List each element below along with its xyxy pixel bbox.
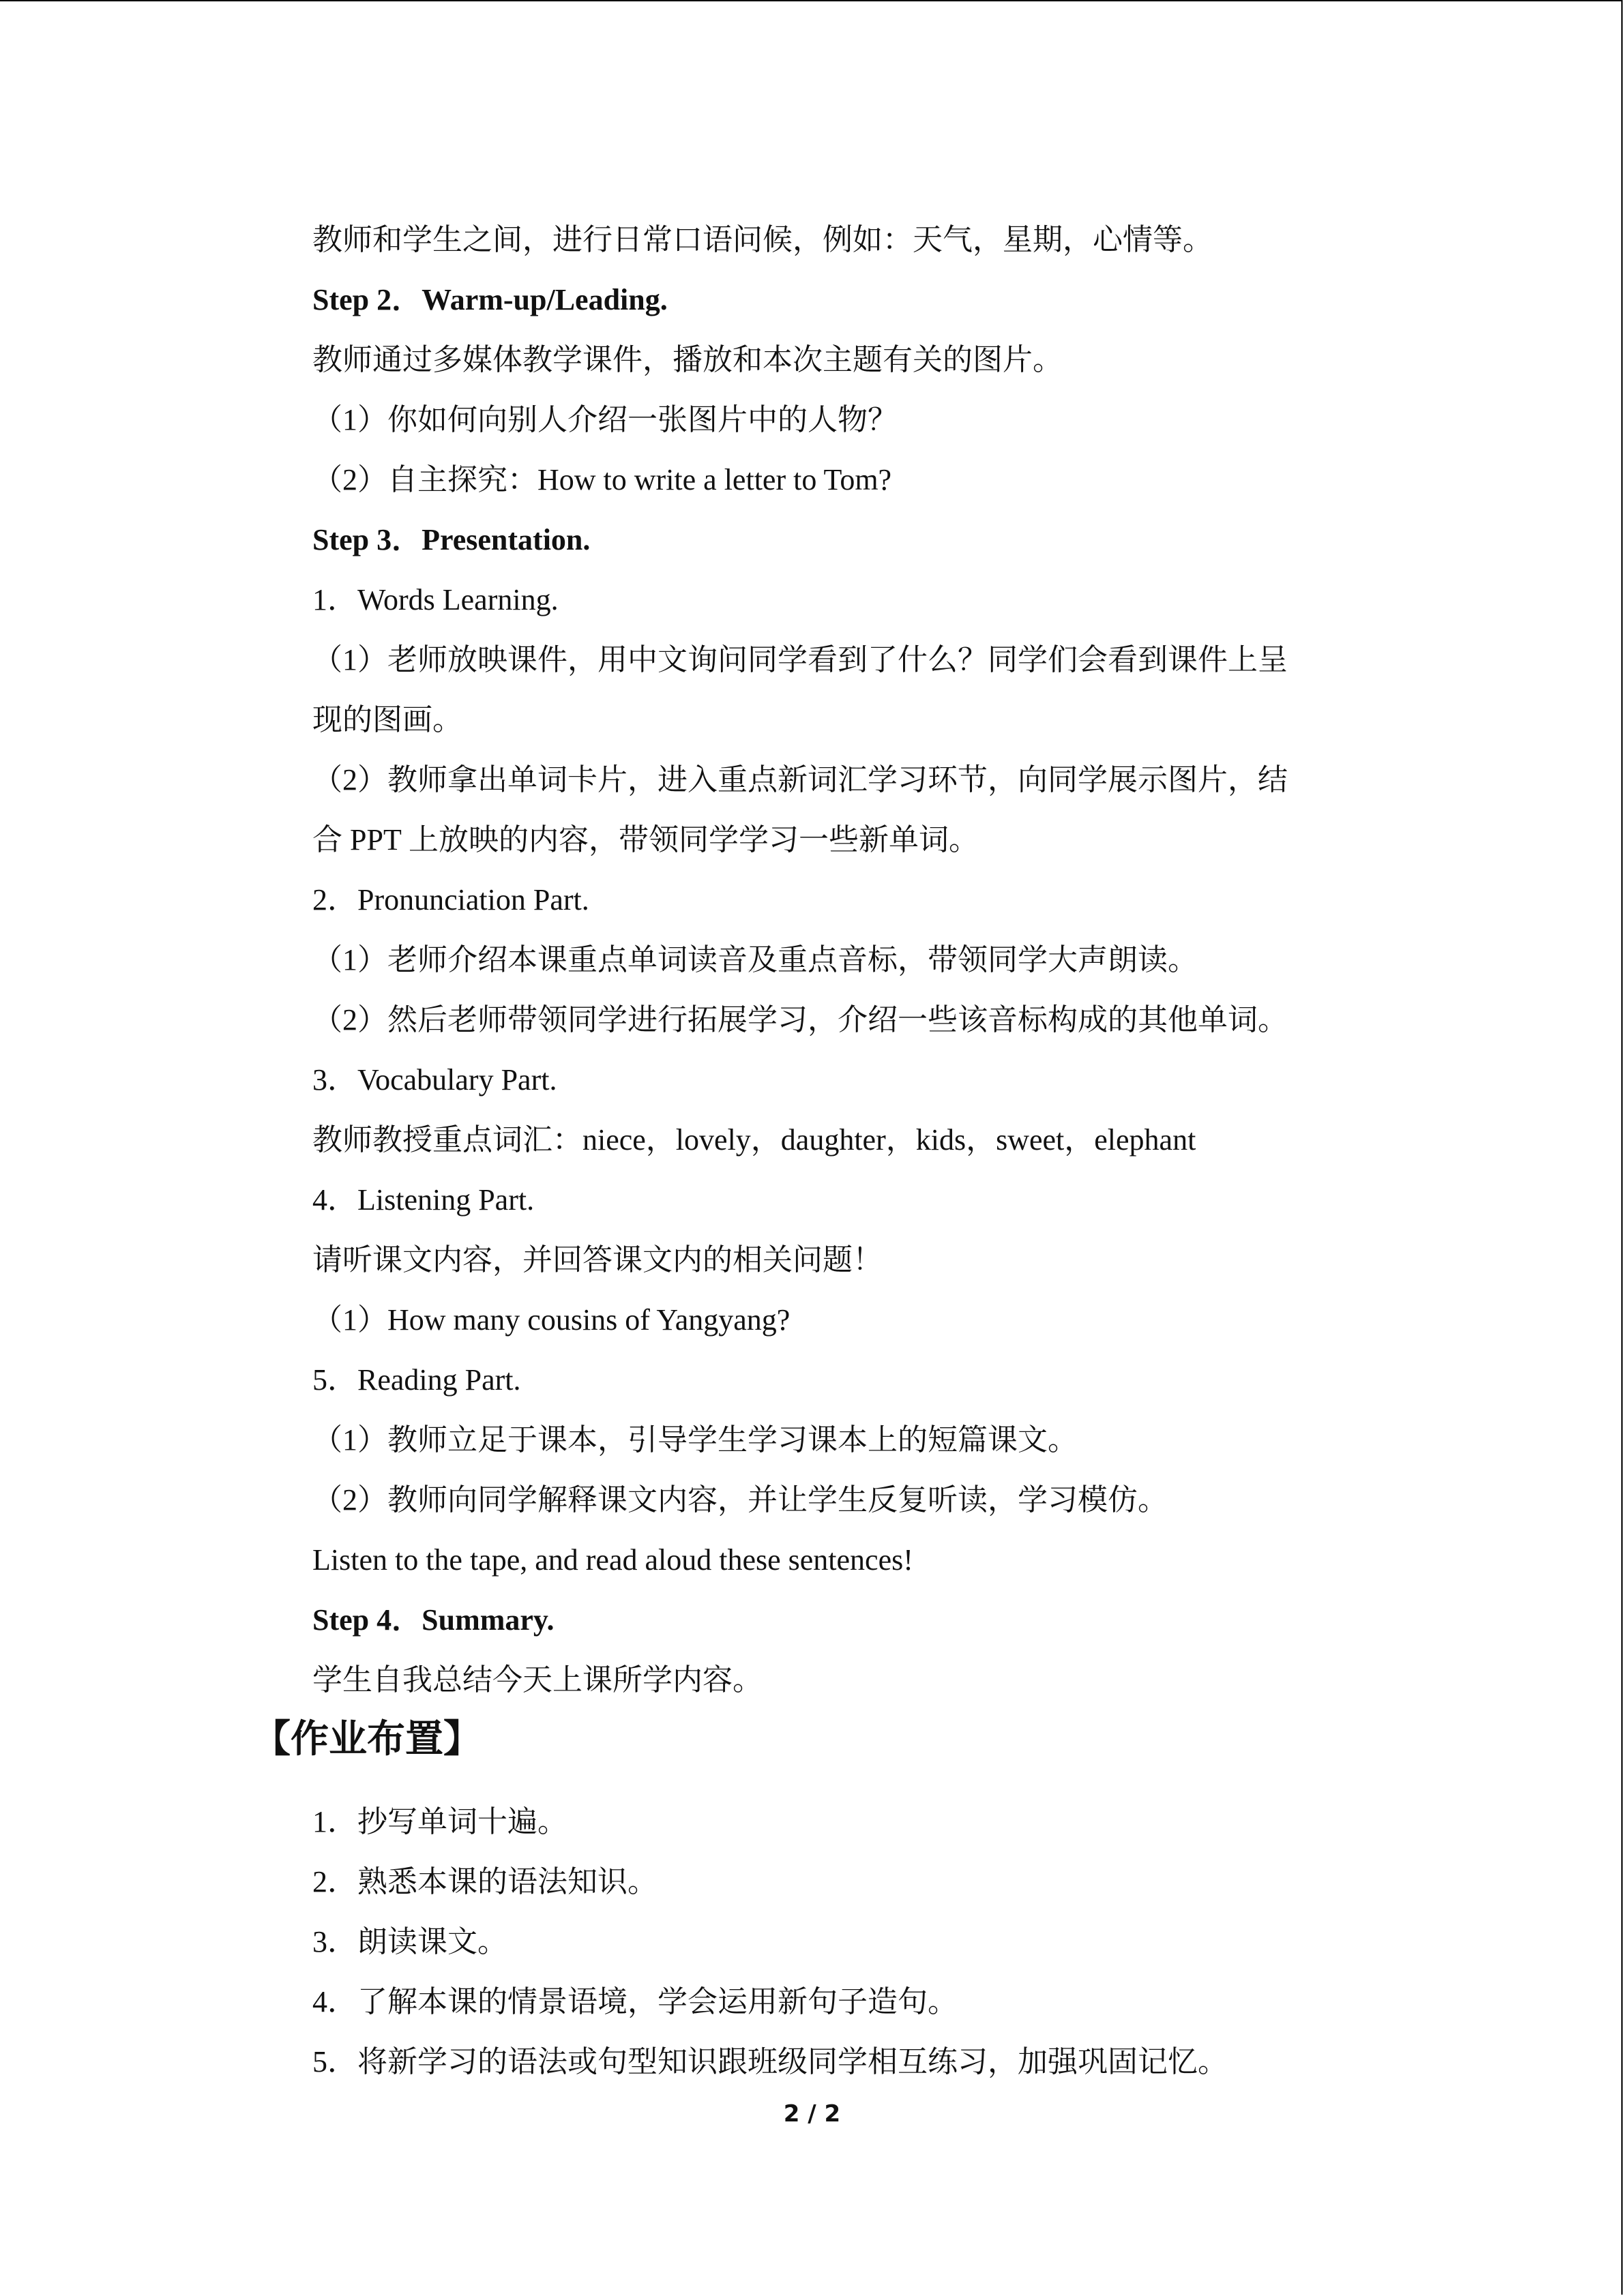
body-line: （1）老师介绍本课重点单词读音及重点音标，带领同学大声朗读。 (312, 943, 1198, 976)
homework-item: 2．熟悉本课的语法知识。 (312, 1865, 658, 1898)
homework-list (312, 1792, 1390, 2092)
body-line: （2）然后老师带领同学进行拓展学习，介绍一些该音标构成的其他单词。 (312, 1003, 1288, 1037)
body-line: 4．Listening Part. (312, 1183, 535, 1217)
body-line: 1．Words Learning. (312, 583, 559, 616)
body-line: 3．Vocabulary Part. (312, 1063, 557, 1097)
body-line: 学生自我总结今天上课所学内容。 (312, 1663, 763, 1697)
homework-item: 5．将新学习的语法或句型知识跟班级同学相互练习，加强巩固记忆。 (312, 2045, 1228, 2078)
homework-item: 4．了解本课的情景语境，学会运用新句子造句。 (312, 1985, 958, 2018)
body-line: （1）How many cousins of Yangyang? (312, 1303, 791, 1337)
body-line: （2）教师拿出单词卡片，进入重点新词汇学习环节，向同学展示图片，结 (312, 763, 1288, 796)
body-line: 2．Pronunciation Part. (312, 883, 589, 916)
body-line: 5．Reading Part. (312, 1363, 521, 1397)
homework-heading: 【作业布置】 (252, 1717, 482, 1761)
body-line: 现的图画。 (312, 703, 462, 736)
body-line: 请听课文内容，并回答课文内的相关问题！ (312, 1243, 883, 1277)
body-line: （1）老师放映课件，用中文询问同学看到了什么？同学们会看到课件上呈 (312, 643, 1288, 676)
homework-item: 1．抄写单词十遍。 (312, 1805, 567, 1838)
document-body (312, 210, 1390, 1710)
step-heading: Step 3．Presentation. (312, 523, 591, 556)
page-number: 2 / 2 (783, 2100, 841, 2128)
body-line: 合 PPT 上放映的内容，带领同学学习一些新单词。 (312, 823, 979, 856)
body-line: （1）你如何向别人介绍一张图片中的人物？ (312, 403, 898, 436)
body-line: （2）自主探究：How to write a letter to Tom? (312, 463, 892, 496)
body-line: 教师教授重点词汇：niece，lovely，daughter，kids，sweet，elephant (312, 1123, 1196, 1157)
body-line: 教师通过多媒体教学课件，播放和本次主题有关的图片。 (312, 343, 1063, 376)
body-line: 教师和学生之间，进行日常口语问候，例如：天气，星期，心情等。 (312, 223, 1213, 256)
body-line: Listen to the tape, and read aloud these sentences! (312, 1543, 913, 1577)
homework-item: 3．朗读课文。 (312, 1925, 507, 1958)
body-line: （1）教师立足于课本，引导学生学习课本上的短篇课文。 (312, 1423, 1078, 1457)
body-line: （2）教师向同学解释课文内容，并让学生反复听读，学习模仿。 (312, 1483, 1168, 1517)
step-heading: Step 2．Warm-up/Leading. (312, 283, 668, 316)
step-heading: Step 4．Summary. (312, 1603, 555, 1637)
